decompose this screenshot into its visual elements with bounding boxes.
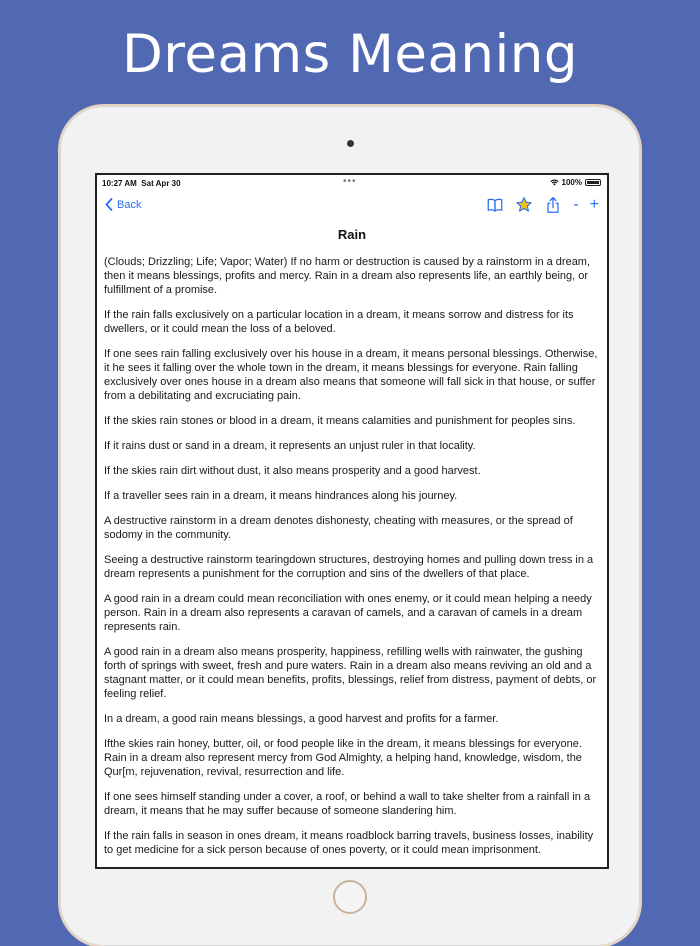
home-button[interactable] [333,880,367,914]
ipad-frame [60,106,640,946]
banner-title: Dreams Meaning [122,24,578,85]
share-icon[interactable] [544,196,562,214]
article-paragraph: If it rains dust or sand in a dream, it represents an unjust ruler in that locality. [104,440,476,452]
chevron-left-icon [105,198,113,211]
article-paragraph: Ifthe skies rain honey, butter, oil, or food people like in the dream, it means blessings for everyone. Rain in a dream also represent mercy from God Almighty, a helping hand, knowledge, wisdom, the Qur[m, rejuvenation, revival, resurrection and life. [104,738,582,778]
status-right [550,178,601,187]
decrease-font-button[interactable]: - [573,196,579,213]
article-paragraph: If one sees rain falling exclusively over his house in a dream, it means personal blessings. Otherwise, it he sees it falling over the whole town in the dream, it means blessings for everyone. Rain falling exclusively over ones house in a dream also means that someone will fall sick in that house, or suffer from a debilitating and excruciating pain. [104,348,598,402]
status-time-date [102,179,181,188]
article-paragraph: If the rain falls in season in ones dream, it means roadblock barring travels, business losses, inability to get medicine for a sick person because of ones poverty, or it could mean imprisonment. [104,830,594,856]
star-icon[interactable] [515,196,533,214]
multitask-dots[interactable]: ••• [343,176,357,187]
app-screen [95,173,609,869]
article-paragraph: If the rain falls exclusively on a particular location in a dream, it means sorrow and distress for its dwellers, or it could mean the loss of a beloved. [104,309,574,335]
increase-font-button[interactable]: + [589,196,599,213]
status-date: Sat Apr 30 [141,179,181,188]
back-label: Back [117,198,142,211]
status-time: 10:27 AM [102,179,137,188]
article-paragraph: (Clouds; Drizzling; Life; Vapor; Water) If no harm or destruction is caused by a rainstorm in a dream, then it means blessings, profits and mercy. Rain in a dream also represents life, an earthly being, or fulfillment of a promise. [104,256,591,296]
article-paragraph: A good rain in a dream also means prosperity, happiness, refilling wells with rainwater, the gushing forth of springs with sweet, fresh and pure waters. Rain in a dream also means reviving an old and a stagnant matter, or it could mean benefits, profits, blessings, relief from distress, payment of debts, or feeling relief. [104,646,597,700]
status-bar [97,175,607,193]
article-paragraph: If the skies rain dirt without dust, it also means prosperity and a good harvest. [104,465,481,477]
camera-dot [347,140,354,147]
back-button[interactable] [105,198,141,211]
article-paragraph: A destructive rainstorm in a dream denotes dishonesty, cheating with measures, or the spread of sodomy in the community. [104,515,573,541]
article-paragraph: If the skies rain stones or blood in a dream, it means calamities and punishment for peoples sins. [104,415,576,427]
book-icon[interactable] [486,196,504,214]
wifi-icon [550,179,559,186]
battery-percent: 100% [561,178,582,187]
article-paragraph: Seeing a destructive rainstorm tearingdown structures, destroying homes and pulling down tress in a dream represents a punishment for the corruption and sins of the dwellers of that place. [104,554,594,580]
nav-bar [97,193,607,219]
article-paragraph: A good rain in a dream could mean reconciliation with ones enemy, or it could mean helping a needy person. Rain in a dream also represents a caravan of camels, and a caravan of camels in a dream represents rain. [104,593,592,633]
article-body [104,255,598,868]
article-title: Rain [337,227,367,242]
article-paragraph: In a dream, a good rain means blessings, a good harvest and profits for a farmer. [104,713,499,725]
article-paragraph: If one sees himself standing under a cover, a roof, or behind a wall to take shelter from a rainfall in a dream, it means that he may suffer because of someone slandering him. [104,791,591,817]
toolbar [486,196,599,214]
article-paragraph: If a traveller sees rain in a dream, it means hindrances along his journey. [104,490,458,502]
battery-icon [585,179,601,186]
